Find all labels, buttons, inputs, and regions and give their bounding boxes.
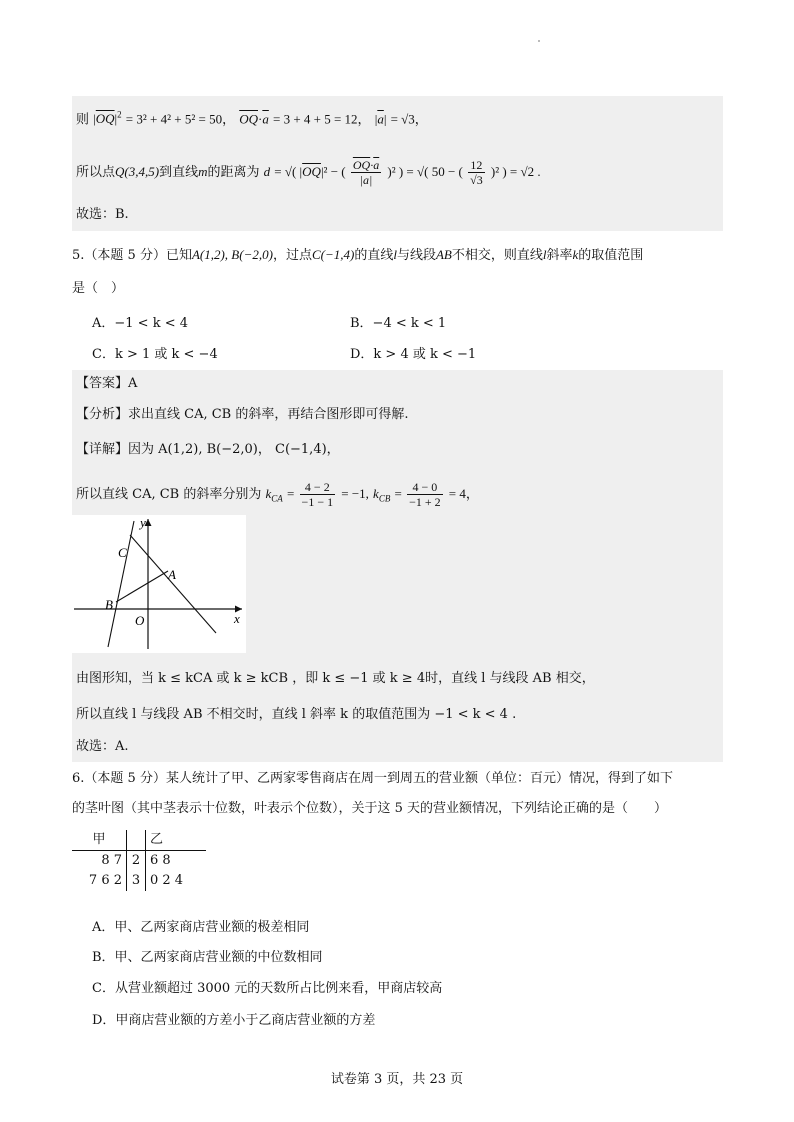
row-2-stem: 3 bbox=[127, 871, 146, 891]
q5-option-c[interactable]: C．k > 1 或 k < −4 bbox=[92, 347, 218, 362]
row-1-left: 8 7 bbox=[72, 851, 127, 872]
q5-option-b[interactable]: B．−4 < k < 1 bbox=[350, 316, 447, 331]
q5-stem-line2: 是（ ） bbox=[72, 281, 125, 296]
q6-stem-line1: 6.（本题 5 分）某人统计了甲、乙两家零售商店在周一到周五的营业额（单位：百元）情况，得到了如下 bbox=[72, 771, 673, 786]
stem-leaf-header bbox=[72, 830, 206, 851]
q5-analysis: 【分析】求出直线 CA, CB 的斜率，再结合图形即可得解. bbox=[76, 407, 409, 422]
solution-line-1: 则 $|\overline{OQ}|^2 = 3^2 + 4^2 + 5^2 = 50$， $\overline{OQ}\cdot\overline{a} = 3 + 4 + 5 = 12$， $|\overline{a}| = √3$， bbox=[76, 110, 428, 128]
page-footer: 试卷第 3 页，共 23 页 bbox=[330, 1072, 464, 1087]
q5-answer-label: 【答案】A bbox=[76, 376, 138, 391]
header-left: 甲 bbox=[92, 832, 106, 847]
stem-leaf-row bbox=[72, 851, 206, 872]
label-c: C bbox=[118, 545, 127, 560]
stem-leaf-table bbox=[72, 830, 206, 891]
row-1-right: 6 8 bbox=[150, 853, 171, 868]
stem-leaf-row bbox=[72, 871, 206, 891]
label-b: B bbox=[105, 597, 113, 612]
label-o: O bbox=[135, 613, 145, 628]
q5-conclusion-1: 由图形知，当 k ≤ kCA 或 k ≥ kCB ，即 k ≤ −1 或 k ≥ 4时，直线 l 与线段 AB 相交， bbox=[76, 671, 595, 686]
row-2-right: 0 2 4 bbox=[150, 873, 184, 888]
q5-option-d[interactable]: D．k > 4 或 k < −1 bbox=[350, 347, 477, 362]
q6-option-b[interactable]: B．甲、乙两家商店营业额的中位数相同 bbox=[92, 950, 323, 965]
q5-final: 故选：A. bbox=[76, 739, 129, 754]
solution-answer-top: 故选：B. bbox=[76, 207, 129, 222]
label-x: x bbox=[234, 611, 240, 626]
figure-svg bbox=[72, 515, 246, 653]
scan-speck bbox=[538, 40, 540, 42]
segment-ab bbox=[116, 571, 168, 602]
q5-option-a[interactable]: A．−1 < k < 4 bbox=[92, 316, 189, 331]
q5-slopes: 所以直线 CA, CB 的斜率分别为 $k_{CA}$ = $\frac{4 - 2}{-1 - 1}$ = −1, $k_{CB}$ = $\frac{4 - 0}{-1 + 2}$ = 4， bbox=[76, 480, 479, 509]
label-a: A bbox=[168, 567, 176, 582]
coordinate-figure bbox=[72, 515, 246, 653]
solution-line-2: 所以点Q(3,4,5)到直线m的距离为 d = √( $|\overline{OQ}|^2$ − ( $\frac{\overline{OQ}\cdot\overline{a}}{|\overline{a}|}$ )² ) = √( 50 − ( $\frac{12}{√3}$ )² ) = √2 . bbox=[76, 158, 541, 187]
q6-option-c[interactable]: C．从营业额超过 3000 元的天数所占比例来看，甲商店较高 bbox=[92, 981, 443, 996]
q5-conclusion-2: 所以直线 l 与线段 AB 不相交时，直线 l 斜率 k 的取值范围为 −1 < k < 4 . bbox=[76, 707, 517, 722]
stem-leaf-plot bbox=[72, 830, 206, 891]
q6-option-a[interactable]: A．甲、乙两家商店营业额的极差相同 bbox=[92, 920, 310, 935]
q6-stem-line2: 的茎叶图（其中茎表示十位数，叶表示个位数），关于这 5 天的营业额情况，下列结论正确的是（ ） bbox=[72, 801, 668, 816]
q6-option-d[interactable]: D．甲商店营业额的方差小于乙商店营业额的方差 bbox=[92, 1013, 376, 1028]
row-2-left: 7 6 2 bbox=[88, 873, 122, 888]
line-cb bbox=[108, 521, 134, 647]
header-right: 乙 bbox=[146, 830, 207, 851]
q5-detail: 【详解】因为 A(1,2), B(−2,0)， C(−1,4)， bbox=[76, 442, 340, 457]
row-1-stem: 2 bbox=[127, 851, 146, 872]
q5-stem-line1: 5.（本题 5 分）已知A(1,2), B(−2,0)，过点C(−1,4)的直线l与线段AB不相交，则直线l斜率k的取值范围 bbox=[72, 247, 644, 263]
label-y: y bbox=[140, 515, 146, 530]
